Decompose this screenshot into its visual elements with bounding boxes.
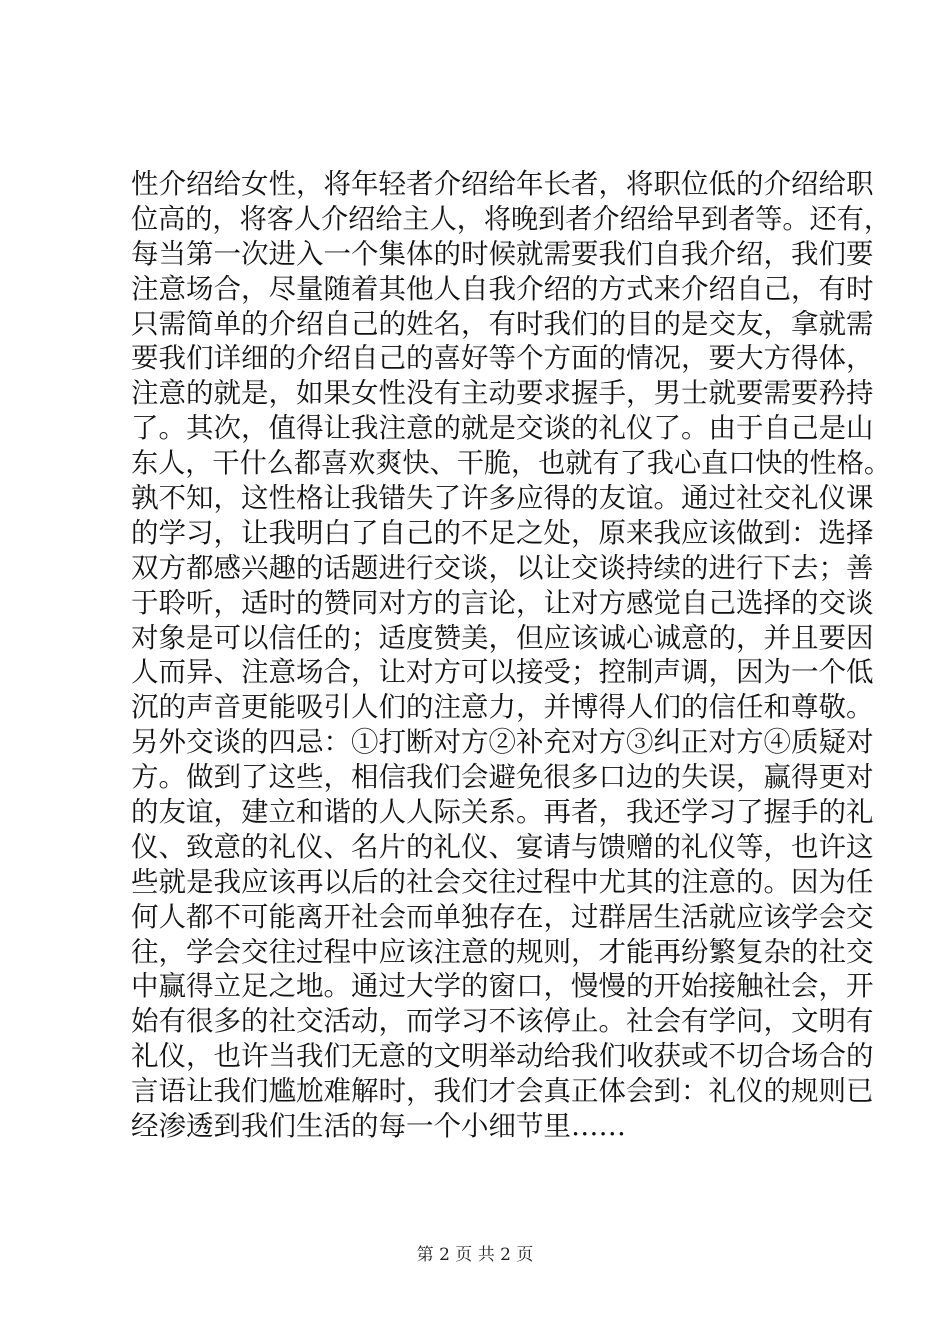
text-line: 了。其次，值得让我注意的就是交谈的礼仪了。由于自己是山	[131, 412, 874, 445]
text-line: 何人都不可能离开社会而单独存在，过群居生活就应该学会交	[131, 900, 874, 933]
text-line: 的友谊，建立和谐的人人际关系。再者，我还学习了握手的礼	[131, 796, 874, 829]
text-line: 沉的声音更能吸引人们的注意力，并博得人们的信任和尊敬。	[131, 691, 874, 724]
text-line: 中赢得立足之地。通过大学的窗口，慢慢的开始接触社会，开	[131, 970, 874, 1003]
page-number-footer: 第 2 页 共 2 页	[416, 1245, 534, 1265]
text-line: 言语让我们尴尬难解时，我们才会真正体会到：礼仪的规则已	[131, 1075, 874, 1108]
text-line: 注意的就是，如果女性没有主动要求握手，男士就要需要矜持	[131, 377, 874, 410]
text-line: 要我们详细的介绍自己的喜好等个方面的情况，要大方得体，	[131, 342, 874, 375]
text-line: 每当第一次进入一个集体的时候就需要我们自我介绍，我们要	[131, 237, 874, 270]
text-line: 孰不知，这性格让我错失了许多应得的友谊。通过社交礼仪课	[131, 482, 874, 515]
text-line: 的学习，让我明白了自己的不足之处，原来我应该做到：选择	[131, 516, 874, 549]
text-line: 仪、致意的礼仪、名片的礼仪、宴请与馈赠的礼仪等，也许这	[131, 830, 874, 863]
text-line: 礼仪，也许当我们无意的文明举动给我们收获或不切合场合的	[131, 1040, 874, 1073]
text-line: 只需简单的介绍自己的姓名，有时我们的目的是交友，拿就需	[131, 307, 874, 340]
text-line: 些就是我应该再以后的社会交往过程中尤其的注意的。因为任	[131, 865, 874, 898]
text-line: 对象是可以信任的；适度赞美，但应该诚心诚意的，并且要因	[131, 621, 874, 654]
text-line: 往，学会交往过程中应该注意的规则，才能再纷繁复杂的社交	[131, 935, 874, 968]
text-line: 性介绍给女性，将年轻者介绍给年长者，将职位低的介绍给职	[131, 168, 874, 200]
body-paragraph	[131, 167, 891, 1144]
text-line: 始有很多的社交活动，而学习不该停止。社会有学问，文明有	[131, 1005, 874, 1038]
text-line: 方。做到了这些，相信我们会避免很多口边的失误，赢得更对	[131, 761, 874, 794]
text-line: 东人，干什么都喜欢爽快、干脆，也就有了我心直口快的性格。	[131, 447, 891, 480]
text-line: 另外交谈的四忌：①打断对方②补充对方③纠正对方④质疑对	[131, 726, 874, 759]
text-line: 经渗透到我们生活的每一个小细节里……	[131, 1110, 626, 1143]
text-line: 人而异、注意场合，让对方可以接受；控制声调，因为一个低	[131, 656, 874, 689]
text-line: 注意场合，尽量随着其他人自我介绍的方式来介绍自己，有时	[131, 272, 874, 305]
text-line: 双方都感兴趣的话题进行交谈，以让交谈持续的进行下去；善	[131, 551, 874, 584]
text-line: 位高的，将客人介绍给主人，将晚到者介绍给早到者等。还有，	[131, 202, 891, 235]
text-line: 于聆听，适时的赞同对方的言论，让对方感觉自己选择的交谈	[131, 586, 874, 619]
